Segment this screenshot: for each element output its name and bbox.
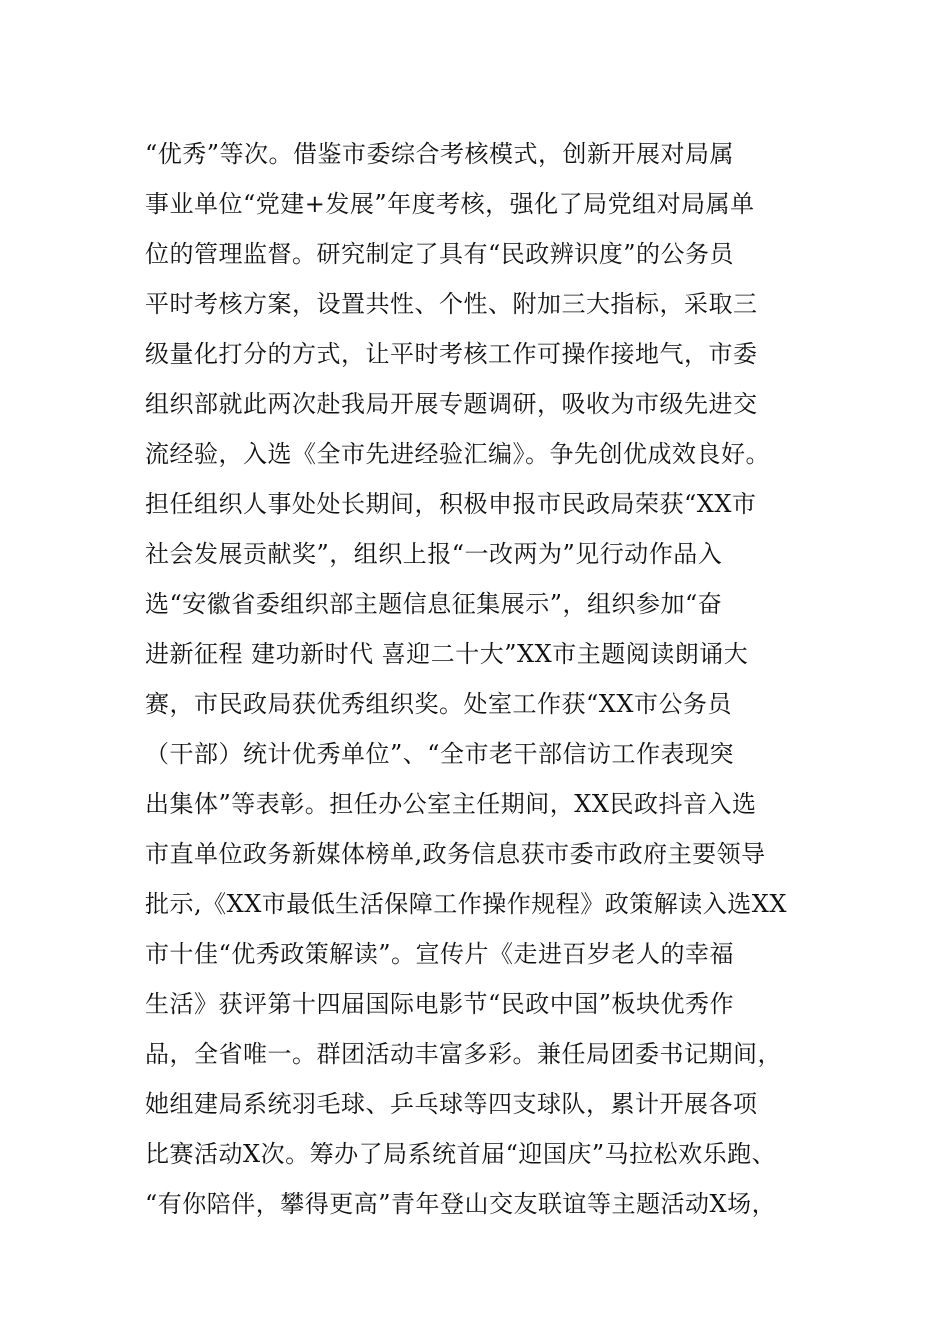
text-line-15: 市直单位政务新媒体榜单,政务信息获市委市政府主要领导 [145, 840, 766, 868]
text-line-5: 级量化打分的方式，让平时考核工作可操作接地气，市委 [145, 340, 758, 368]
text-line-17: 市十佳“优秀政策解读”。宣传片《走进百岁老人的幸福 [145, 940, 735, 968]
text-line-19: 品，全省唯一。群团活动丰富多彩。兼任局团委书记期间， [145, 1040, 782, 1068]
text-line-1: “优秀”等次。借鉴市委综合考核模式，创新开展对局属 [145, 140, 735, 168]
text-line-7: 流经验，入选《全市先进经验汇编》。争先创优成效良好。 [145, 440, 770, 468]
text-line-2: 事业单位“党建+发展”年度考核，强化了局党组对局属单 [145, 190, 755, 218]
text-line-8: 担任组织人事处处长期间，积极申报市民政局荣获“XX市 [145, 490, 757, 518]
text-line-9: 社会发展贡献奖”，组织上报“一改两为”见行动作品入 [145, 540, 723, 568]
text-line-10: 选“安徽省委组织部主题信息征集展示”，组织参加“奋 [145, 590, 723, 618]
text-line-18: 生活》获评第十四届国际电影节“民政中国”板块优秀作 [145, 990, 735, 1018]
body-paragraph [145, 129, 835, 1229]
text-line-16: 批示,《XX市最低生活保障工作操作规程》政策解读入选XX [145, 890, 787, 918]
text-line-3: 位的管理监督。研究制定了具有“民政辨识度”的公务员 [145, 240, 735, 268]
text-line-13: （干部）统计优秀单位”、“全市老干部信访工作表现突 [145, 740, 735, 768]
text-line-4: 平时考核方案，设置共性、个性、附加三大指标，采取三 [145, 290, 758, 318]
text-line-11: 进新征程 建功新时代 喜迎二十大”XX市主题阅读朗诵大 [145, 640, 749, 668]
text-line-21: 比赛活动X次。筹办了局系统首届“迎国庆”马拉松欢乐跑、 [145, 1140, 777, 1168]
text-line-6: 组织部就此两次赴我局开展专题调研，吸收为市级先进交 [145, 390, 758, 418]
text-line-20: 她组建局系统羽毛球、乒乓球等四支球队，累计开展各项 [145, 1090, 758, 1118]
text-line-14: 出集体”等表彰。担任办公室主任期间，XX民政抖音入选 [145, 790, 757, 818]
text-line-22: “有你陪伴，攀得更高”青年登山交友联谊等主题活动X场， [145, 1190, 777, 1218]
text-line-12: 赛，市民政局获优秀组织奖。处室工作获“XX市公务员 [145, 690, 732, 718]
